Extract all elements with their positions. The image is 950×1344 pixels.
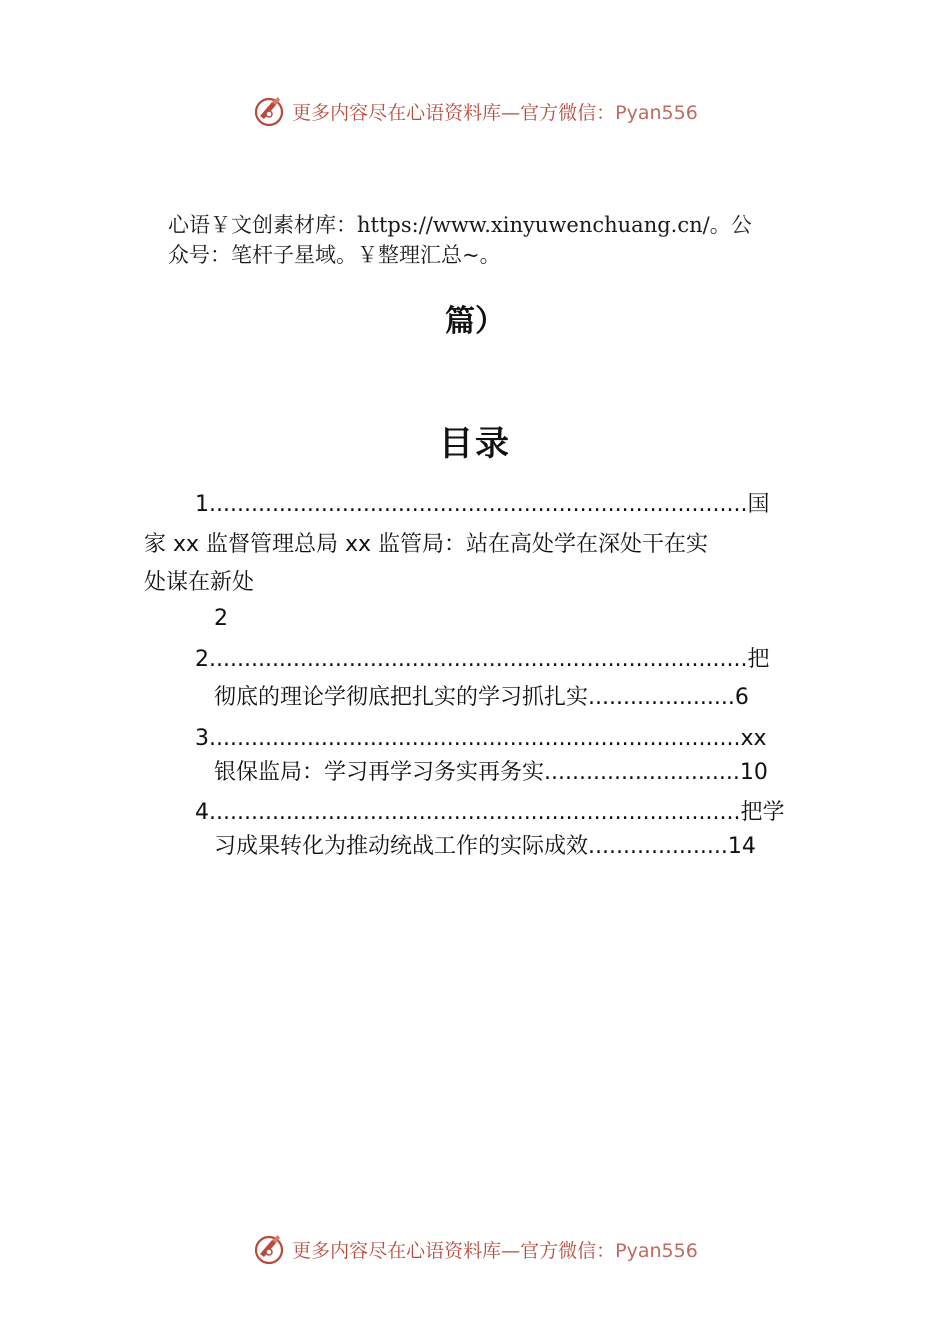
toc-entry-title: 彻底的理论学彻底把扎实的学习抓扎实 [214, 685, 589, 710]
toc-entry-page: 6 [734, 685, 749, 710]
toc-entry-2-line-1[interactable] [195, 645, 770, 675]
pen-logo-icon [252, 94, 286, 128]
toc-entry-lead: xx [740, 726, 767, 751]
watermark-text: 更多内容尽在心语资料库—官方微信：Pyan556 [292, 1239, 698, 1262]
toc-leader-dots: ..................... [588, 685, 735, 710]
intro-line-1: 心语￥文创素材库：https://www.xinyuwenchuang.cn/。公 [168, 213, 752, 237]
heading-fragment: 篇） [445, 304, 505, 339]
toc-entry-3-line-1[interactable] [195, 724, 767, 754]
toc-entry-page: 14 [727, 834, 756, 859]
toc-entry-3-line-2[interactable] [214, 758, 768, 788]
toc-entry-number: 3 [195, 726, 209, 751]
pen-logo-icon [252, 1232, 286, 1266]
toc-entry-lead: 国 [747, 492, 770, 517]
toc-leader-dots: ............................................................................. [209, 492, 748, 517]
toc-entry-title: 银保监局：学习再学习务实再务实 [214, 760, 545, 785]
toc-title: 目录 [439, 424, 511, 464]
toc-entry-page: 10 [739, 760, 768, 785]
toc-entry-1-line-3[interactable]: 处谋在新处 [144, 570, 255, 595]
watermark-id: Pyan556 [615, 1239, 698, 1262]
toc-entry-lead: 把 [747, 647, 770, 672]
toc-leader-dots: ............................................................................ [209, 726, 741, 751]
toc-leader-dots: ............................................................................. [209, 647, 748, 672]
toc-entry-2-line-2[interactable] [214, 683, 749, 713]
toc-entry-number: 4 [195, 800, 209, 825]
toc-entry-number: 1 [195, 492, 209, 517]
watermark-id: Pyan556 [615, 101, 698, 124]
toc-entry-4-line-2[interactable] [214, 832, 756, 862]
intro-paragraph [168, 210, 838, 270]
toc-entry-1-line-1[interactable] [195, 490, 770, 520]
toc-entry-1-line-2[interactable]: 家 xx 监督管理总局 xx 监管局：站在高处学在深处干在实 [144, 532, 709, 557]
footer-watermark [0, 1232, 950, 1266]
toc-entry-title: 习成果转化为推动统战工作的实际成效 [214, 834, 589, 859]
toc-entry-4-line-1[interactable] [195, 798, 785, 828]
intro-line-2: 众号：笔杆子星域。￥整理汇总~。 [168, 243, 501, 267]
toc-leader-dots: ............................ [544, 760, 740, 785]
toc-entry-lead: 把学 [740, 800, 785, 825]
header-watermark [0, 94, 950, 128]
toc-leader-dots: .................... [588, 834, 728, 859]
toc-leader-dots: ............................................................................ [209, 800, 741, 825]
watermark-text: 更多内容尽在心语资料库—官方微信：Pyan556 [292, 101, 698, 124]
toc-entry-1-page[interactable]: 2 [214, 606, 228, 631]
toc-entry-number: 2 [195, 647, 209, 672]
